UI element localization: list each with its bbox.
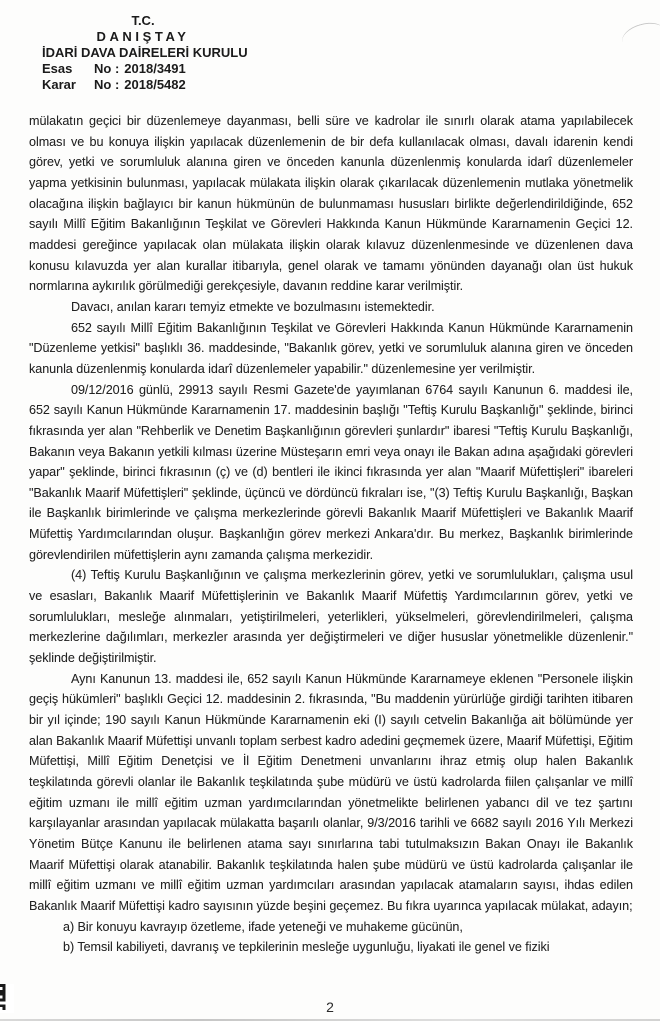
esas-row	[42, 61, 244, 77]
document-body	[29, 111, 633, 958]
karar-label: Karar	[42, 76, 76, 92]
body-list-item-b: b) Temsil kabiliyeti, davranış ve tepkilerinin mesleğe uygunluğu, liyakati ile genel ve fiziki	[63, 940, 550, 955]
court-name: DANIŞTAY	[96, 28, 190, 44]
body-paragraph: 652 sayılı Millî Eğitim Bakanlığının Teşkilat ve Görevleri Hakkında Kanun Hükmünde Kararnamenin "Düzenleme yetkisi" başlıklı 36. maddesinde, "Bakanlık görev, yetki ve sorumluluk alanına giren ve önceden kanunla düzenlenmiş konularda idarî düzenlemeler yapabilir." düzenlemesine yer verilmiştir.	[29, 320, 633, 376]
board-name: İDARİ DAVA DAİRELERİ KURULU	[42, 44, 248, 60]
esas-no-label: No :	[94, 60, 120, 76]
esas-label: Esas	[42, 60, 73, 76]
scan-artifact-mark	[619, 18, 660, 44]
karar-value: 2018/5482	[124, 76, 186, 92]
page-number: 2	[326, 999, 334, 1015]
body-list-item-a: a) Bir konuyu kavrayıp özetleme, ifade yeteneği ve muhakeme gücünün,	[63, 919, 463, 934]
body-paragraph: 09/12/2016 günlü, 29913 sayılı Resmi Gazete'de yayımlanan 6764 sayılı Kanunun 6. maddesi ile, 652 sayılı Kanun Hükmünde Kararnamenin 17. maddesinin başlığı "Teftiş Kurulu Başkanlığı" şeklinde, birinci fıkrasında yer alan "Rehberlik ve Denetim Başkanlığının görevleri şunlardır" ibaresi "Teftiş Kurulu Başkanlığı, Bakanın veya Bakanın yetkili kılması üzerine Müsteşarın emri veya onayı ile Bakan adına aşağıdaki görevleri yapar" şeklinde, birinci fıkrasının (ç) ve (d) bentleri ile ikinci fıkrasında yer alan "Maarif Müfettişleri" ibareleri "Bakanlık Maarif Müfettişleri" şeklinde, üçüncü ve dördüncü fıkraları ise, "(3) Teftiş Kurulu Başkanlığı, Başkan ile Başkanlık birimlerinde ve çalışma merkezlerinde görevli Bakanlık Maarif Müfettişleri ve Bakanlık Maarif Müfettiş Yardımcılarından oluşur. Başkanlığın görev merkezi Ankara'dır. Bu merkez, Başkanlık birimlerinde görevlendirilen müfettişlerin aynı zamanda çalışma merkezidir.	[29, 382, 633, 562]
karar-no-label: No :	[94, 76, 120, 92]
esas-value: 2018/3491	[124, 60, 186, 76]
body-paragraph-continuation: mülakatın geçici bir düzenlemeye dayanması, belli süre ve kadrolar ile sınırlı olarak atama yapılabilecek olması ve bu konuya ilişkin yapılacak düzenlemenin de bir defa kullanılacak olması, davalı idarenin kendi görev, yetki ve sorumluluk alanına giren ve önceden kanunla düzenlenmiş konularda idarî düzenlemeler yapma yetkisinin bulunması, yapılacak mülakata ilişkin olarak çıkarılacak düzenlemenin mutlaka yönetmelik olacağına ilişkin bağlayıcı bir kanun hükmünün de bulunmaması hususları birlikte değerlendirildiğinde, 652 sayılı Millî Eğitim Bakanlığının Teşkilat ve Görevleri Hakkında Kanun Hükmünde Kararnamenin Geçici 12. maddesi gereğince yapılacak olan mülakata ilişkin olarak kılavuz düzenlenmesinde ve düzenlenen dava konusu kılavuzda yer alan kurallar itibarıyla, genel olarak ve tamamı yönünden dayanağı olan üst hukuk normlarına aykırılık görülmediği gerekçesiyle, davanın reddine karar verilmiştir.	[29, 114, 633, 294]
body-paragraph: (4) Teftiş Kurulu Başkanlığının ve çalışma merkezlerinin görev, yetki ve sorumlulukları, çalışma usul ve esasları, Bakanlık Maarif Müfettişlerinin ve Bakanlık Maarif Müfettiş Yardımcılarının görev, yetki ve sorumlulukları, mesleğe alınmaları, yetiştirilmeleri, yeterlikleri, yükselmeleri, görevlendirilmeleri, çalışma merkezlerine dağılımları, merkezler arasında yer değiştirmeleri ve diğer hususlar yönetmelikle düzenlenir." şeklinde değiştirilmiştir.	[29, 568, 633, 666]
body-paragraph: Davacı, anılan kararı temyiz etmekte ve bozulmasını istemektedir.	[71, 299, 435, 314]
document-header	[42, 13, 248, 93]
karar-row	[42, 77, 244, 93]
republic-abbrev: T.C.	[131, 13, 155, 28]
body-paragraph: Aynı Kanunun 13. maddesi ile, 652 sayılı Kanun Hükmünde Kararnameye eklenen "Personele ilişkin geçiş hükümleri" başlıklı Geçici 12. maddesinin 2. fıkrasında, "Bu maddenin yürürlüğe girdiği tarihten itibaren bir yıl içinde; 190 sayılı Kanun Hükmünde Kararnamenin eki (I) sayılı cetvelin Bakanlığa ait bölümünde yer alan Bakanlık Maarif Müfettişi unvanlı toplam serbest kadro adedini geçmemek üzere, Maarif Müfettişi, Eğitim Müfettişi, Millî Eğitim Denetçisi ve İl Eğitim Denetmeni unvanlarını ihraz etmiş olup halen Bakanlık teşkilatında görevli olanlar ile Bakanlık teşkilatında şube müdürü ve üstü kadrolarda fiilen çalışanlar ve millî eğitim uzmanı ile millî eğitim uzman yardımcılarından yönetmelikte belirlenen yabancı dil ve tez şartını karşılayanlar arasından yapılacak mülakatta başarılı olanlar, 9/3/2016 tarihli ve 6682 sayılı 2016 Yılı Merkezi Yönetim Bütçe Kanunu ile belirlenen atama sayı sınırlarına tabi tutulmaksızın Bakan Onayı ile Bakanlık Maarif Müfettişi olarak atanabilir. Bakanlık teşkilatında halen şube müdürü ve üstü kadrolarda çalışanlar ile millî eğitim uzmanı ve millî eğitim uzman yardımcıları arasından yapılacak atamaların sayısı, ihdas edilen Bakanlık Maarif Müfettişi kadro sayısının yüzde beşini geçemez. Bu fıkra uyarınca yapılacak mülakat, adayın;	[29, 671, 633, 913]
